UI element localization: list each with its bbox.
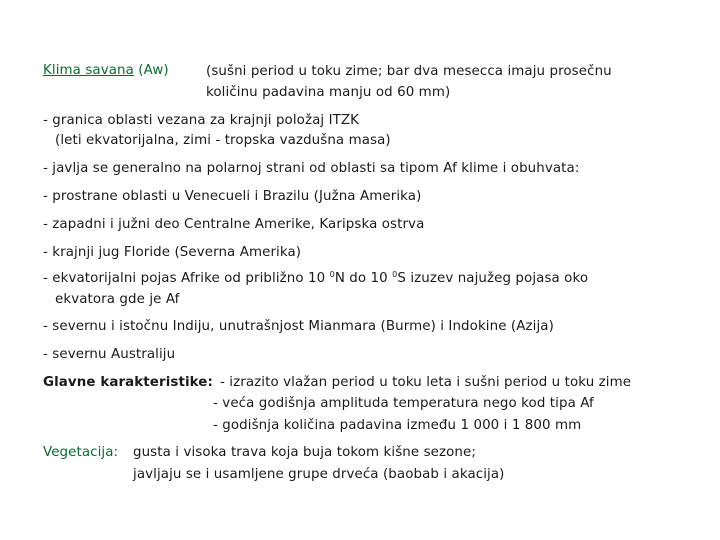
- text-line-8: ekvatora gde je Af: [55, 292, 180, 307]
- characteristics-label: [43, 374, 213, 392]
- text-line-7-c: S izuzev najužeg pojasa oko: [397, 271, 589, 286]
- characteristics-item-1: - izrazito vlažan period u toku leta i sušni period u toku zime: [220, 375, 632, 390]
- heading-desc-line1: (sušni period u toku zime; bar dva mesecca imaju prosečnu: [206, 64, 612, 79]
- heading-title-main: Klima savana: [43, 63, 134, 78]
- characteristics-label-text: Glavne karakteristike:: [43, 375, 213, 390]
- text-line-7: [43, 270, 588, 288]
- text-line-7-a: - ekvatorijalni pojas Afrike od približno 10: [43, 271, 330, 286]
- text-line-4: - prostrane oblasti u Venecueli i Brazilu (Južna Amerika): [43, 189, 422, 204]
- heading-desc-line2: količinu padavina manju od 60 mm): [206, 85, 451, 100]
- text-line-6: - krajnji jug Floride (Severna Amerika): [43, 245, 302, 260]
- text-line-10: - severnu Australiju: [43, 347, 176, 362]
- heading-title-code: (Aw): [138, 63, 169, 78]
- text-line-3: - javlja se generalno na polarnoj strani od oblasti sa tipom Af klime i obuhvata:: [43, 161, 580, 176]
- text-line-1: - granica oblasti vezana za krajnji položaj ITZK: [43, 113, 360, 128]
- text-line-9: - severnu i istočnu Indiju, unutrašnjost Mianmara (Burme) i Indokine (Azija): [43, 319, 554, 334]
- characteristics-item-3: - godišnja količina padavina između 1 000 i 1 800 mm: [213, 418, 582, 433]
- vegetation-line-1: gusta i visoka trava koja buja tokom kišne sezone;: [133, 445, 476, 460]
- text-line-2: (leti ekvatorijalna, zimi - tropska vazdušna masa): [55, 133, 391, 148]
- characteristics-item-2: - veća godišnja amplituda temperatura nego kod tipa Af: [213, 396, 594, 411]
- text-line-7-b: N do 10: [334, 271, 393, 286]
- text-line-5: - zapadni i južni deo Centralne Amerike, Karipska ostrva: [43, 217, 425, 232]
- vegetation-label-text: Vegetacija:: [43, 445, 119, 460]
- degree-sup-1: 0: [329, 270, 335, 279]
- vegetation-label: [43, 444, 118, 462]
- heading-title: [43, 62, 169, 80]
- vegetation-line-2: javljaju se i usamljene grupe drveća (baobab i akacija): [133, 467, 505, 482]
- degree-sup-2: 0: [392, 270, 398, 279]
